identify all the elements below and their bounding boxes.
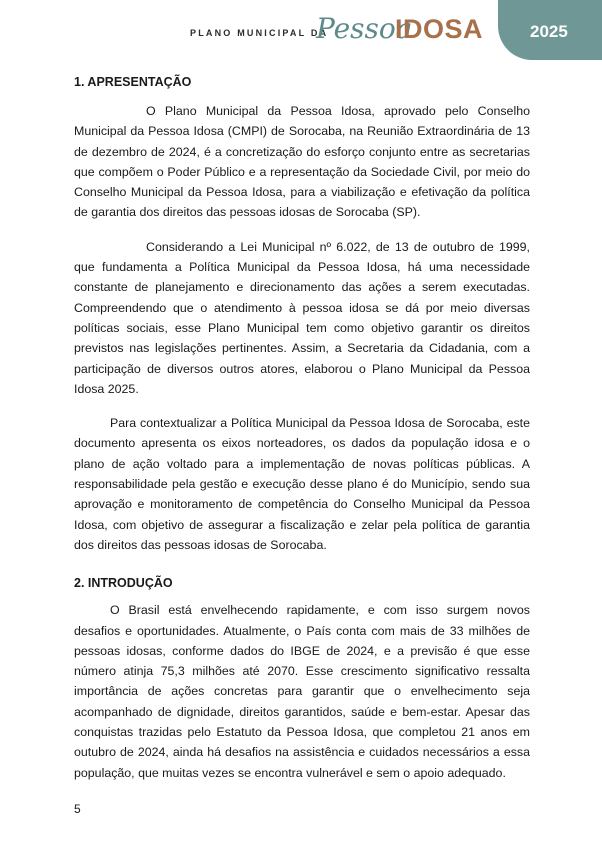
header-plan-label: PLANO MUNICIPAL DA [190, 28, 329, 38]
paragraph: O Plano Municipal da Pessoa Idosa, aprovado pelo Conselho Municipal da Pessoa Idosa (CMPI) de Sorocaba, na Reunião Extraordinária de 13 de dezembro de 2024, é a concretização do esforço conjunto entre as secretarias que compõem o Poder Público e a representação da Sociedade Civil, por meio do Conselho Municipal da Pessoa Idosa, para a viabilização e efetivação da política de garantia dos direitos das pessoas idosas de Sorocaba (SP). [74, 104, 530, 220]
page-number: 5 [74, 802, 81, 816]
document-body [74, 66, 530, 783]
section-heading-introducao: 2. INTRODUÇÃO [74, 576, 173, 591]
header-logo-idosa: IDOSA [395, 14, 484, 44]
header-logo-pessoa: Pessoa [316, 12, 413, 45]
paragraph: Considerando a Lei Municipal nº 6.022, de 13 de outubro de 1999, que fundamenta a Política Municipal da Pessoa Idosa, há uma necessidade constante de planejamento e direcionamento das ações a serem executadas. Compreendendo que o atendimento à pessoa idosa se dá por meio diversas políticas sociais, esse Plano Municipal tem como objetivo garantir os direitos previstos nas legislações pertinentes. Assim, a Secretaria da Cidadania, com a participação de diversos outros atores, elaborou o Plano Municipal da Pessoa Idosa 2025. [74, 239, 530, 396]
year-tab [498, 0, 602, 60]
page-header [0, 0, 602, 64]
section-heading-apresentacao: 1. APRESENTAÇÃO [74, 75, 192, 89]
paragraph: Para contextualizar a Política Municipal da Pessoa Idosa de Sorocaba, este documento apresenta os eixos norteadores, os dados da população idosa e o plano de ação voltado para a implementação de novas políticas públicas. A responsabilidade pela gestão e execução desse plano é do Município, sendo sua aprovação e monitoramento de competência do Conselho Municipal da Pessoa Idosa, com objetivo de assegurar a fiscalização e zelar pela política de garantia dos direitos das pessoas idosas de Sorocaba. [74, 416, 530, 552]
paragraph: O Brasil está envelhecendo rapidamente, e com isso surgem novos desafios e oportunidades. Atualmente, o País conta com mais de 33 milhões de pessoas idosas, conforme dados do IBGE de 2024, e a previsão é que esse número atinja 75,3 milhões até 2070. Esse crescimento significativo ressalta importância de ações concretas para garantir que o envelhecimento seja acompanhado de dignidade, direitos garantidos, saúde e bem-estar. Apesar das conquistas trazidas pelo Estatuto da Pessoa Idosa, que completou 21 anos em outubro de 2024, ainda há desafios na assistência e cuidados necessários a essa população, que muitas vezes se encontra vulnerável e sem o apoio adequado. [74, 603, 530, 780]
year-label: 2025 [530, 22, 568, 41]
